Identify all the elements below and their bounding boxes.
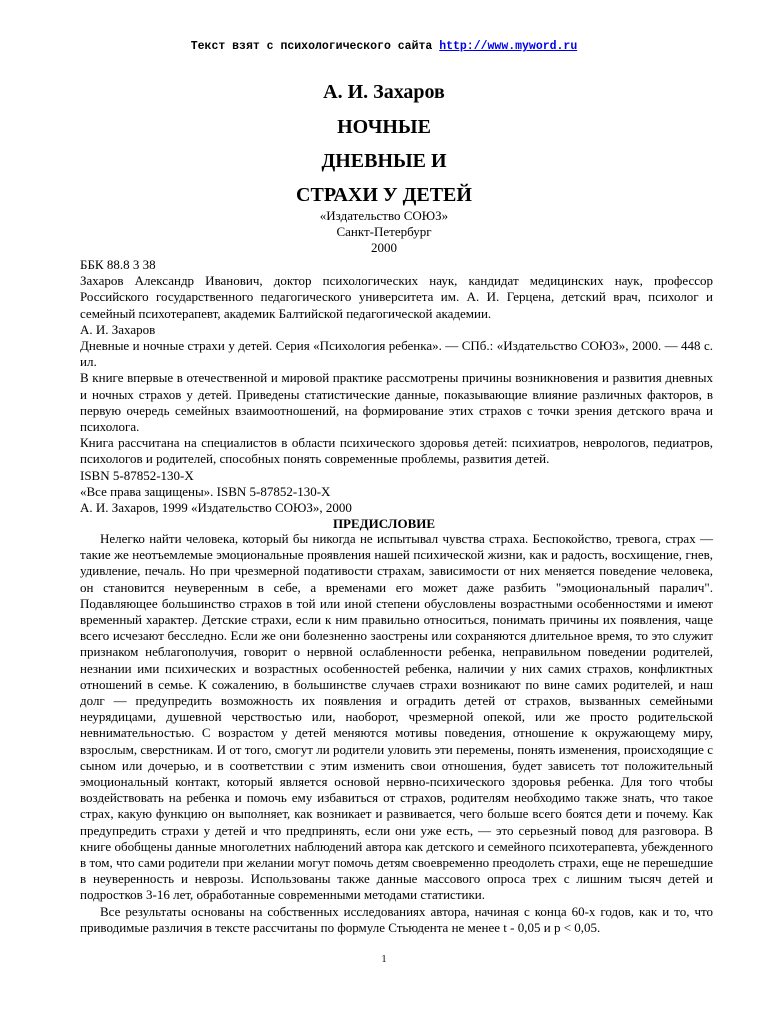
publisher-city: Санкт-Петербург <box>336 224 432 239</box>
publication-year: 2000 <box>371 240 397 255</box>
author-line: А. И. Захаров <box>80 321 156 337</box>
page-number: 1 <box>381 954 387 965</box>
title-line-3: СТРАХИ У ДЕТЕЙ <box>296 184 472 206</box>
audience-note: Книга рассчитана на специалистов в области психического здоровья детей: психиатров, неврологов, педиатров, психологов и родителей, способных понять современные проблемы, развития детей. <box>80 435 713 467</box>
title-line-1: НОЧНЫЕ <box>337 116 431 138</box>
copyright-line: А. И. Захаров, 1999 «Издательство СОЮЗ», 2000 <box>80 500 352 516</box>
book-annotation: В книге впервые в отечественной и мировой практике рассмотрены причины возникновения и развития дневных и ночных страхов у детей. Приведены статистические данные, показывающие влияние различных факторов, в первую очередь семейных взаимоотношений, на формирование этих страхов с точки зрения детского врача и психолога. <box>80 370 713 435</box>
title-line-2: ДНЕВНЫЕ И <box>321 150 447 172</box>
source-link[interactable]: http://www.myword.ru <box>439 40 578 53</box>
rights-notice: «Все права защищены». ISBN 5-87852-130-Х <box>80 483 331 499</box>
bbk-code: ББК 88.8 3 38 <box>80 257 156 272</box>
author-bio: Захаров Александр Иванович, доктор психологических наук, кандидат медицинских наук, профессор Российского государственного педагогического университета им. А. И. Герцена, детский врач, психолог и семейный психотерапевт, академик Балтийской педагогической академии. <box>80 273 713 321</box>
preface-body <box>80 531 713 936</box>
isbn: ISBN 5-87852-130-Х <box>80 467 194 483</box>
book-citation: Дневные и ночные страхи у детей. Серия «Психология ребенка». — СПб.: «Издательство СОЮЗ», 2000. — 448 с. ил. <box>80 338 713 370</box>
preface-paragraph-2: Все результаты основаны на собственных исследованиях автора, начиная с конца 60-х годов, как и то, что приводимые различия в тексте рассчитаны по формуле Стьюдента не менее t - 0,05 и р < 0,05. <box>80 903 713 935</box>
preface-heading: ПРЕДИСЛОВИЕ <box>332 516 436 531</box>
source-header <box>0 40 768 53</box>
bibliographic-info <box>80 257 713 516</box>
publisher-name: «Издательство СОЮЗ» <box>319 208 449 223</box>
preface-paragraph-1: Нелегко найти человека, который бы никогда не испытывал чувства страха. Беспокойство, тревога, страх — такие же неотъемлемые эмоциональные проявления нашей психической жизни, как и радость, восхищение, гнев, удивление, печаль. Но при чрезмерной подативости страхам, зависимости от них меняется поведение человека, он становится неуверенным в себе, а временами его может даже разбить "эмоциональный паралич". Подавляющее большинство страхов в той или иной степени обусловлены возрастными особенностями и имеют временный характер. Детские страхи, если к ним правильно относиться, понимать причины их появления, чаще всего исчезают бесследно. Если же они болезненно заострены или сохраняются длительное время, то это служит признаком неблагополучия, говорит о нервной ослабленности ребенка, неправильном поведении родителей, незнании ими психических и возрастных особенностей ребенка, наличии у них самих страхов, конфликтных отношений в семье. К сожалению, в большинстве случаев страхи возникают по вине самих родителей, и наш долг — предупредить возможность их появления и оградить детей от страхов, вызванных семейными неурядицами, душевной черствостью или, наоборот, чрезмерной опекой, или же просто родительской невнимательностью. С возрастом у детей меняются мотивы поведения, отношение к окружающему миру, взрослым, сверстникам. И от того, смогут ли родители уловить эти перемены, понять изменения, происходящие с сыном или дочерью, и в соответствии с этим изменить свои отношения, будет зависеть тот положительный эмоциональный контакт, который является основой нервно-психического здоровья ребенка. Для того чтобы воздействовать на ребенка и помочь ему избавиться от страхов, родителям необходимо также знать, что такое страх, какую функцию он выполняет, как возникает и развивается, чего больше всего боятся дети и почему. Как предупредить страхи у детей и что предпринять, если они уже есть, — это серьезный повод для разговора. В книге обобщены данные многолетних наблюдений автора как детского и семейного психотерапевта, убежденного в том, что сами родители при желании могут помочь детям своевременно преодолеть страхи, еще не перешедшие в неуверенность и неврозы. Использованы также данные массового опроса трех с лишним тысяч детей и подростков 3-16 лет, обработанные современными методами статистики. <box>80 531 713 903</box>
source-header-text: Текст взят с психологического сайта <box>190 40 440 53</box>
author-name: А. И. Захаров <box>323 81 445 103</box>
